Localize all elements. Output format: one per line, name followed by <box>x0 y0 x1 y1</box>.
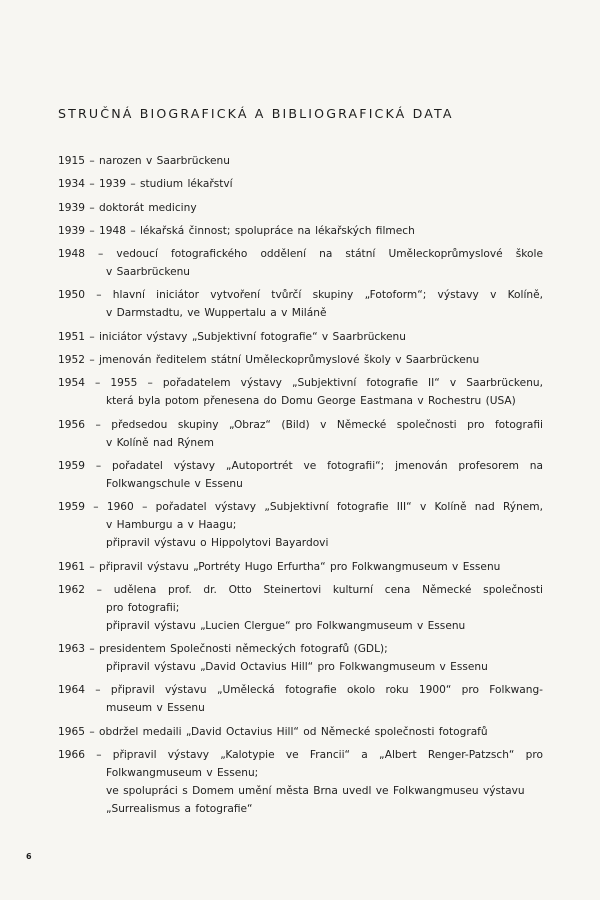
entry-continuation: pro fotografii; <box>106 601 180 614</box>
entry-text: 1963 – presidentem Společnosti německých fotografů (GDL); <box>58 643 388 656</box>
entry-1956 <box>58 416 543 452</box>
entry-continuation: připravil výstavu „David Octavius Hill“ pro Folkwangmuseum v Essenu <box>106 661 488 674</box>
entry-1934 <box>58 175 543 193</box>
entry-1915 <box>58 152 543 170</box>
entry-continuation: která byla potom přenesena do Domu George Eastmana v Rochestru (USA) <box>106 395 516 408</box>
entry-text: 1952 – jmenován ředitelem státní Uměleckoprůmyslové školy v Saarbrückenu <box>58 354 480 367</box>
entry-1939-1948 <box>58 222 543 240</box>
entry-text: 1966 – připravil výstavy „Kalotypie ve Francii“ a „Albert Renger-Patzsch“ pro <box>58 749 543 762</box>
entry-1965 <box>58 723 543 741</box>
entry-continuation: Folkwangschule v Essenu <box>106 477 243 490</box>
entry-continuation: „Surrealismus a fotografie“ <box>106 803 253 816</box>
entry-text: 1961 – připravil výstavu „Portréty Hugo Erfurtha“ pro Folkwangmuseum v Essenu <box>58 560 501 573</box>
entry-1950 <box>58 286 543 322</box>
entry-1939 <box>58 199 543 217</box>
page-number: 6 <box>26 852 32 861</box>
entry-1948 <box>58 245 543 281</box>
entry-1954-1955 <box>58 374 543 410</box>
entry-continuation: v Darmstadtu, ve Wuppertalu a v Miláně <box>106 307 327 320</box>
entry-1963 <box>58 640 543 676</box>
entry-text: 1959 – 1960 – pořadatel výstavy „Subjektivní fotografie III“ v Kolíně nad Rýnem, <box>58 501 543 514</box>
entry-continuation: Folkwangmuseum v Essenu; <box>106 767 259 780</box>
chronology-list <box>58 152 543 823</box>
entry-text: 1950 – hlavní iniciátor vytvoření tvůrčí skupiny „Fotoform“; výstavy v Kolíně, <box>58 289 543 302</box>
entry-text: 1956 – předsedou skupiny „Obraz“ (Bild) v Německé společnosti pro fotografii <box>58 418 543 431</box>
page-title: STRUČNÁ BIOGRAFICKÁ A BIBLIOGRAFICKÁ DATA <box>58 106 454 121</box>
entry-1966 <box>58 746 543 818</box>
entry-1959-1960 <box>58 498 543 552</box>
entry-text: 1915 – narozen v Saarbrückenu <box>58 155 230 167</box>
entry-text: 1939 – doktorát mediciny <box>58 201 197 214</box>
entry-continuation: připravil výstavu „Lucien Clergue“ pro Folkwangmuseum v Essenu <box>106 619 466 632</box>
entry-1961 <box>58 558 543 576</box>
entry-1951 <box>58 328 543 346</box>
entry-text: 1962 – udělena prof. dr. Otto Steinertovi kulturní cena Německé společnosti <box>58 583 543 596</box>
entry-1952 <box>58 351 543 369</box>
entry-continuation: v Saarbrückenu <box>106 266 191 279</box>
entry-1962 <box>58 581 543 635</box>
entry-text: 1948 – vedoucí fotografického oddělení na státní Uměleckoprůmyslové škole <box>58 248 543 261</box>
entry-text: 1959 – pořadatel výstavy „Autoportrét ve fotografii“; jmenován profesorem na <box>58 459 543 472</box>
entry-text: 1964 – připravil výstavu „Umělecká fotografie okolo roku 1900“ pro Folkwang- <box>58 684 543 697</box>
entry-1959 <box>58 457 543 493</box>
entry-1964 <box>58 681 543 717</box>
entry-text: 1954 – 1955 – pořadatelem výstavy „Subjektivní fotografie II“ v Saarbrückenu, <box>58 377 543 390</box>
entry-continuation: v Kolíně nad Rýnem <box>106 436 214 449</box>
entry-continuation: v Hamburgu a v Haagu; <box>106 519 237 532</box>
entry-text: 1934 – 1939 – studium lékařství <box>58 178 233 191</box>
entry-text: 1939 – 1948 – lékařská činnost; spolupráce na lékařských filmech <box>58 224 415 237</box>
entry-continuation: připravil výstavu o Hippolytovi Bayardovi <box>106 537 329 550</box>
entry-text: 1965 – obdržel medaili „David Octavius Hill“ od Německé společnosti fotografů <box>58 725 488 738</box>
entry-text: 1951 – iniciátor výstavy „Subjektivní fotografie“ v Saarbrückenu <box>58 330 406 343</box>
entry-continuation: ve spolupráci s Domem umění města Brna uvedl ve Folkwangmuseu výstavu <box>106 785 525 798</box>
entry-continuation: museum v Essenu <box>106 702 205 715</box>
